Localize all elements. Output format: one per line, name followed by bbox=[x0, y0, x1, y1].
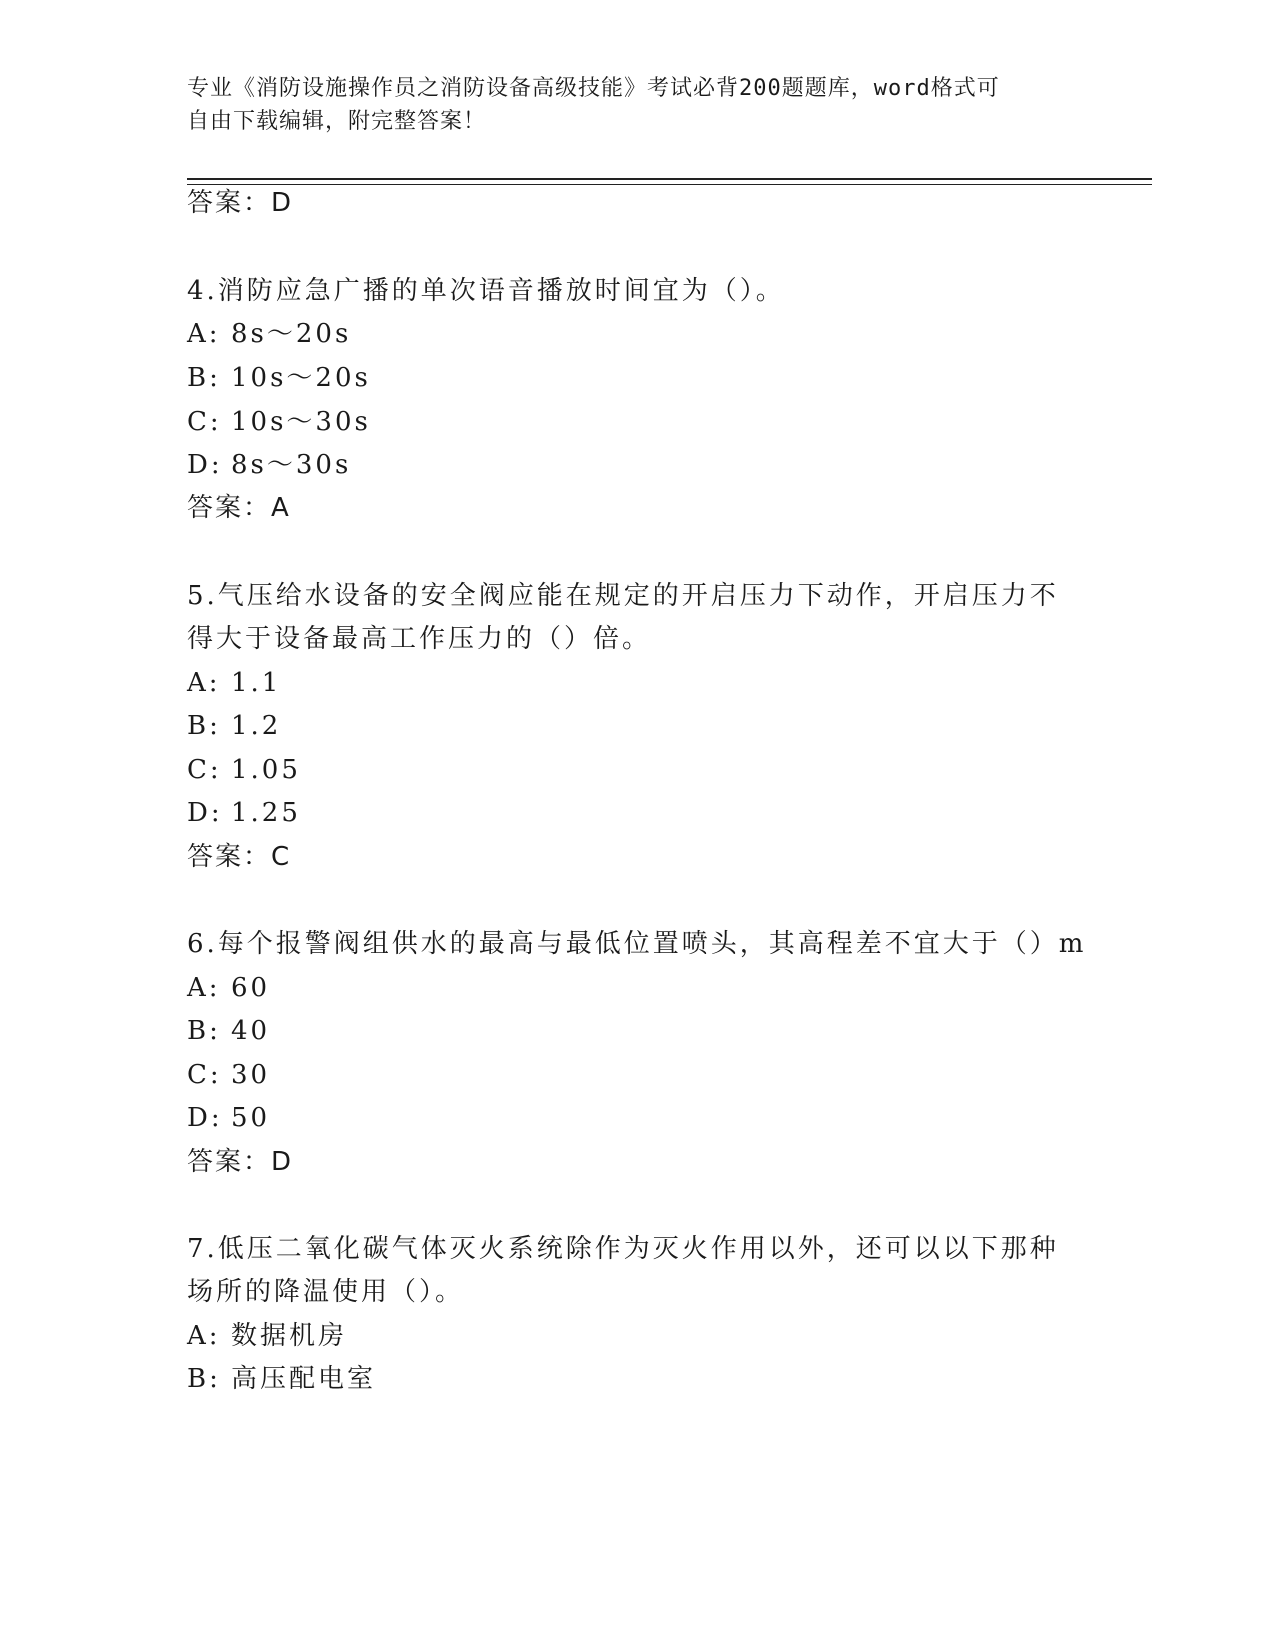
option-text: 60 bbox=[231, 973, 271, 1003]
question-5-text-line-2: 得大于设备最高工作压力的（）倍。 bbox=[187, 624, 652, 654]
option-letter: B: bbox=[187, 711, 221, 741]
option-letter: A: bbox=[187, 668, 221, 698]
question-4-option-b bbox=[187, 361, 371, 395]
question-7-text-line-1: 7.低压二氧化碳气体灭火系统除作为灭火作用以外，还可以以下那种 bbox=[187, 1234, 1059, 1264]
header-divider-thick bbox=[187, 178, 1152, 180]
question-4-option-c bbox=[187, 405, 371, 439]
option-text: 1.05 bbox=[231, 755, 301, 785]
question-5-option-a bbox=[187, 666, 281, 700]
header-line-1: 专业《消防设施操作员之消防设备高级技能》考试必背200题题库，word格式可 bbox=[187, 76, 1000, 101]
question-6-option-c bbox=[187, 1058, 270, 1092]
question-5-option-d bbox=[187, 796, 301, 830]
question-4-answer: 答案：A bbox=[187, 493, 291, 523]
option-text: 10s～20s bbox=[231, 363, 371, 393]
question-6-option-a bbox=[187, 971, 270, 1005]
question-5-option-b bbox=[187, 709, 281, 743]
option-text: 高压配电室 bbox=[231, 1364, 377, 1394]
previous-answer: 答案：D bbox=[187, 188, 294, 218]
option-text: 8s～30s bbox=[231, 450, 352, 480]
option-letter: C: bbox=[187, 1060, 222, 1090]
question-6-option-d bbox=[187, 1101, 270, 1135]
option-letter: B: bbox=[187, 1016, 221, 1046]
option-letter: C: bbox=[187, 755, 222, 785]
option-letter: A: bbox=[187, 973, 221, 1003]
question-6-option-b bbox=[187, 1014, 270, 1048]
option-text: 40 bbox=[231, 1016, 271, 1046]
question-4-option-d bbox=[187, 448, 351, 482]
option-letter: D: bbox=[187, 450, 223, 480]
document-header bbox=[187, 72, 1087, 138]
question-5-answer: 答案：C bbox=[187, 842, 292, 872]
option-text: 30 bbox=[231, 1060, 271, 1090]
option-letter: B: bbox=[187, 1364, 221, 1394]
question-7-option-a bbox=[187, 1319, 347, 1353]
question-5-option-c bbox=[187, 753, 301, 787]
option-letter: A: bbox=[187, 1321, 221, 1351]
option-letter: D: bbox=[187, 798, 223, 828]
option-text: 10s～30s bbox=[231, 407, 371, 437]
header-line-2: 自由下载编辑，附完整答案！ bbox=[187, 109, 487, 134]
header-divider-thin bbox=[187, 184, 1152, 185]
option-text: 1.2 bbox=[231, 711, 282, 741]
option-text: 数据机房 bbox=[231, 1321, 348, 1351]
question-7-option-b bbox=[187, 1362, 376, 1396]
question-6-answer: 答案：D bbox=[187, 1147, 294, 1177]
option-letter: C: bbox=[187, 407, 222, 437]
question-6-text: 6.每个报警阀组供水的最高与最低位置喷头，其高程差不宜大于（）m bbox=[187, 929, 1087, 959]
question-7-text-line-2: 场所的降温使用（）。 bbox=[187, 1277, 465, 1307]
question-4-text: 4.消防应急广播的单次语音播放时间宜为（）。 bbox=[187, 276, 785, 306]
question-4-option-a bbox=[187, 317, 351, 351]
option-letter: B: bbox=[187, 363, 221, 393]
option-text: 1.25 bbox=[231, 798, 301, 828]
option-text: 50 bbox=[231, 1103, 271, 1133]
option-letter: A: bbox=[187, 319, 221, 349]
option-text: 8s～20s bbox=[231, 319, 352, 349]
question-5-text-line-1: 5.气压给水设备的安全阀应能在规定的开启压力下动作，开启压力不 bbox=[187, 581, 1059, 611]
option-letter: D: bbox=[187, 1103, 223, 1133]
option-text: 1.1 bbox=[231, 668, 282, 698]
